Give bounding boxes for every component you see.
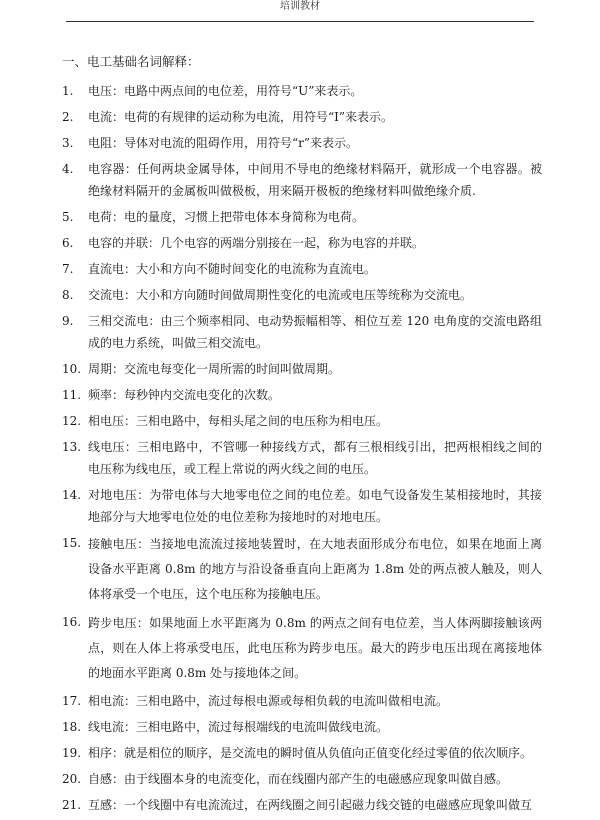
item-number: 19.	[62, 746, 82, 760]
list-item	[62, 106, 542, 128]
item-text: 三相交流电：由三个频率相同、电动势振幅相等、相位互差 120 电角度的交流电路组成的电力系统，叫做三相交流电。	[88, 314, 542, 350]
item-number: 12.	[62, 414, 82, 428]
item-number: 7.	[62, 262, 74, 276]
item-number: 5.	[62, 210, 74, 224]
item-number: 11.	[62, 388, 82, 402]
item-text: 跨步电压：如果地面上水平距离为 0.8m 的两点之间有电位差，当人体两脚接触该两点，则在人体上将承受电压，此电压称为跨步电压。最大的跨步电压出现在离接地体的地面水平距离 0.8m 处与接地体之间。	[88, 616, 542, 680]
item-text: 电流：电荷的有规律的运动称为电流，用符号“I”来表示。	[88, 110, 394, 124]
list-item	[62, 611, 542, 686]
item-number: 14.	[62, 488, 82, 502]
list-item	[62, 410, 542, 432]
item-text: 相电流：三相电路中，流过每根电源或每相负载的电流叫做相电流。	[88, 694, 449, 708]
list-item	[62, 310, 542, 354]
item-text: 频率：每秒钟内交流电变化的次数。	[88, 388, 281, 402]
item-number: 1.	[62, 84, 74, 98]
list-item	[62, 690, 542, 712]
item-number: 3.	[62, 136, 74, 150]
item-text: 电荷：电的量度，习惯上把带电体本身简称为电荷。	[88, 210, 365, 224]
item-number: 9.	[62, 314, 74, 328]
list-item	[62, 232, 542, 254]
item-text: 线电流：三相电路中，流过每根端线的电流叫做线电流。	[88, 720, 389, 734]
item-text: 交流电：大小和方向随时间做周期性变化的电流或电压等统称为交流电。	[88, 288, 473, 302]
list-item	[62, 258, 542, 280]
list-item	[62, 158, 542, 202]
header-title: 培训教材	[280, 1, 320, 12]
item-text: 电容的并联：几个电容的两端分别接在一起，称为电容的并联。	[88, 236, 425, 250]
item-number: 18.	[62, 720, 82, 734]
list-item	[62, 132, 542, 154]
list-item	[62, 384, 542, 406]
list-item	[62, 742, 542, 764]
list-item	[62, 768, 542, 790]
item-text: 相序：就是相位的顺序，是交流电的瞬时值从负值向正值变化经过零值的依次顺序。	[88, 746, 533, 760]
list-item	[62, 206, 542, 228]
item-number: 4.	[62, 162, 74, 176]
item-number: 6.	[62, 236, 74, 250]
item-number: 10.	[62, 362, 82, 376]
item-number: 8.	[62, 288, 74, 302]
item-text: 电压：电路中两点间的电位差，用符号“U”来表示。	[88, 84, 363, 98]
item-text: 电阻：导体对电流的阻碍作用，用符号“r”来表示。	[88, 136, 359, 150]
item-number: 21.	[62, 798, 82, 812]
item-text: 互感：一个线圈中有电流流过，在两线圈之间引起磁力线交链的电磁感应现象叫做互	[88, 798, 533, 812]
list-item	[62, 532, 542, 607]
list-item	[62, 436, 542, 480]
item-text: 直流电：大小和方向不随时间变化的电流称为直流电。	[88, 262, 377, 276]
item-number: 20.	[62, 772, 82, 786]
section-title: 一、电工基础名词解释：	[62, 54, 200, 69]
list-item	[62, 358, 542, 380]
list-item	[62, 80, 542, 102]
item-text: 对地电压：为带电体与大地零电位之间的电位差。如电气设备发生某相接地时，其接地部分与大地零电位处的电位差称为接地时的对地电压。	[88, 488, 542, 524]
item-number: 15.	[62, 536, 82, 550]
item-number: 17.	[62, 694, 82, 708]
item-text: 电容器：任何两块金属导体，中间用不导电的绝缘材料隔开，就形成一个电容器。被绝缘材料隔开的金属板叫做极板，用来隔开极板的绝缘材料叫做绝缘介质.	[88, 162, 542, 198]
item-text: 相电压：三相电路中，每相头尾之间的电压称为相电压。	[88, 414, 389, 428]
page-header	[66, 0, 534, 22]
item-text: 周期：交流电每变化一周所需的时间叫做周期。	[88, 362, 341, 376]
list-item	[62, 284, 542, 306]
list-item	[62, 716, 542, 738]
list-item	[62, 484, 542, 528]
item-number: 2.	[62, 110, 74, 124]
item-text: 自感：由于线圈本身的电流变化，而在线圈内部产生的电磁感应现象叫做自感。	[88, 772, 509, 786]
item-text: 接触电压：当接地电流流过接地装置时，在大地表面形成分布电位，如果在地面上离设备水平距离 0.8m 的地方与沿设备垂直向上距离为 1.8m 处的两点被人触及，则人体将承受一个电压，这个电压称为接触电压。	[88, 537, 542, 601]
item-number: 13.	[62, 440, 82, 454]
list-item	[62, 794, 542, 816]
item-number: 16.	[62, 615, 82, 629]
definition-list	[62, 80, 542, 820]
item-text: 线电压：三相电路中，不管哪一种接线方式，都有三根相线引出，把两根相线之间的电压称为线电压，或工程上常说的两火线之间的电压。	[88, 440, 542, 476]
